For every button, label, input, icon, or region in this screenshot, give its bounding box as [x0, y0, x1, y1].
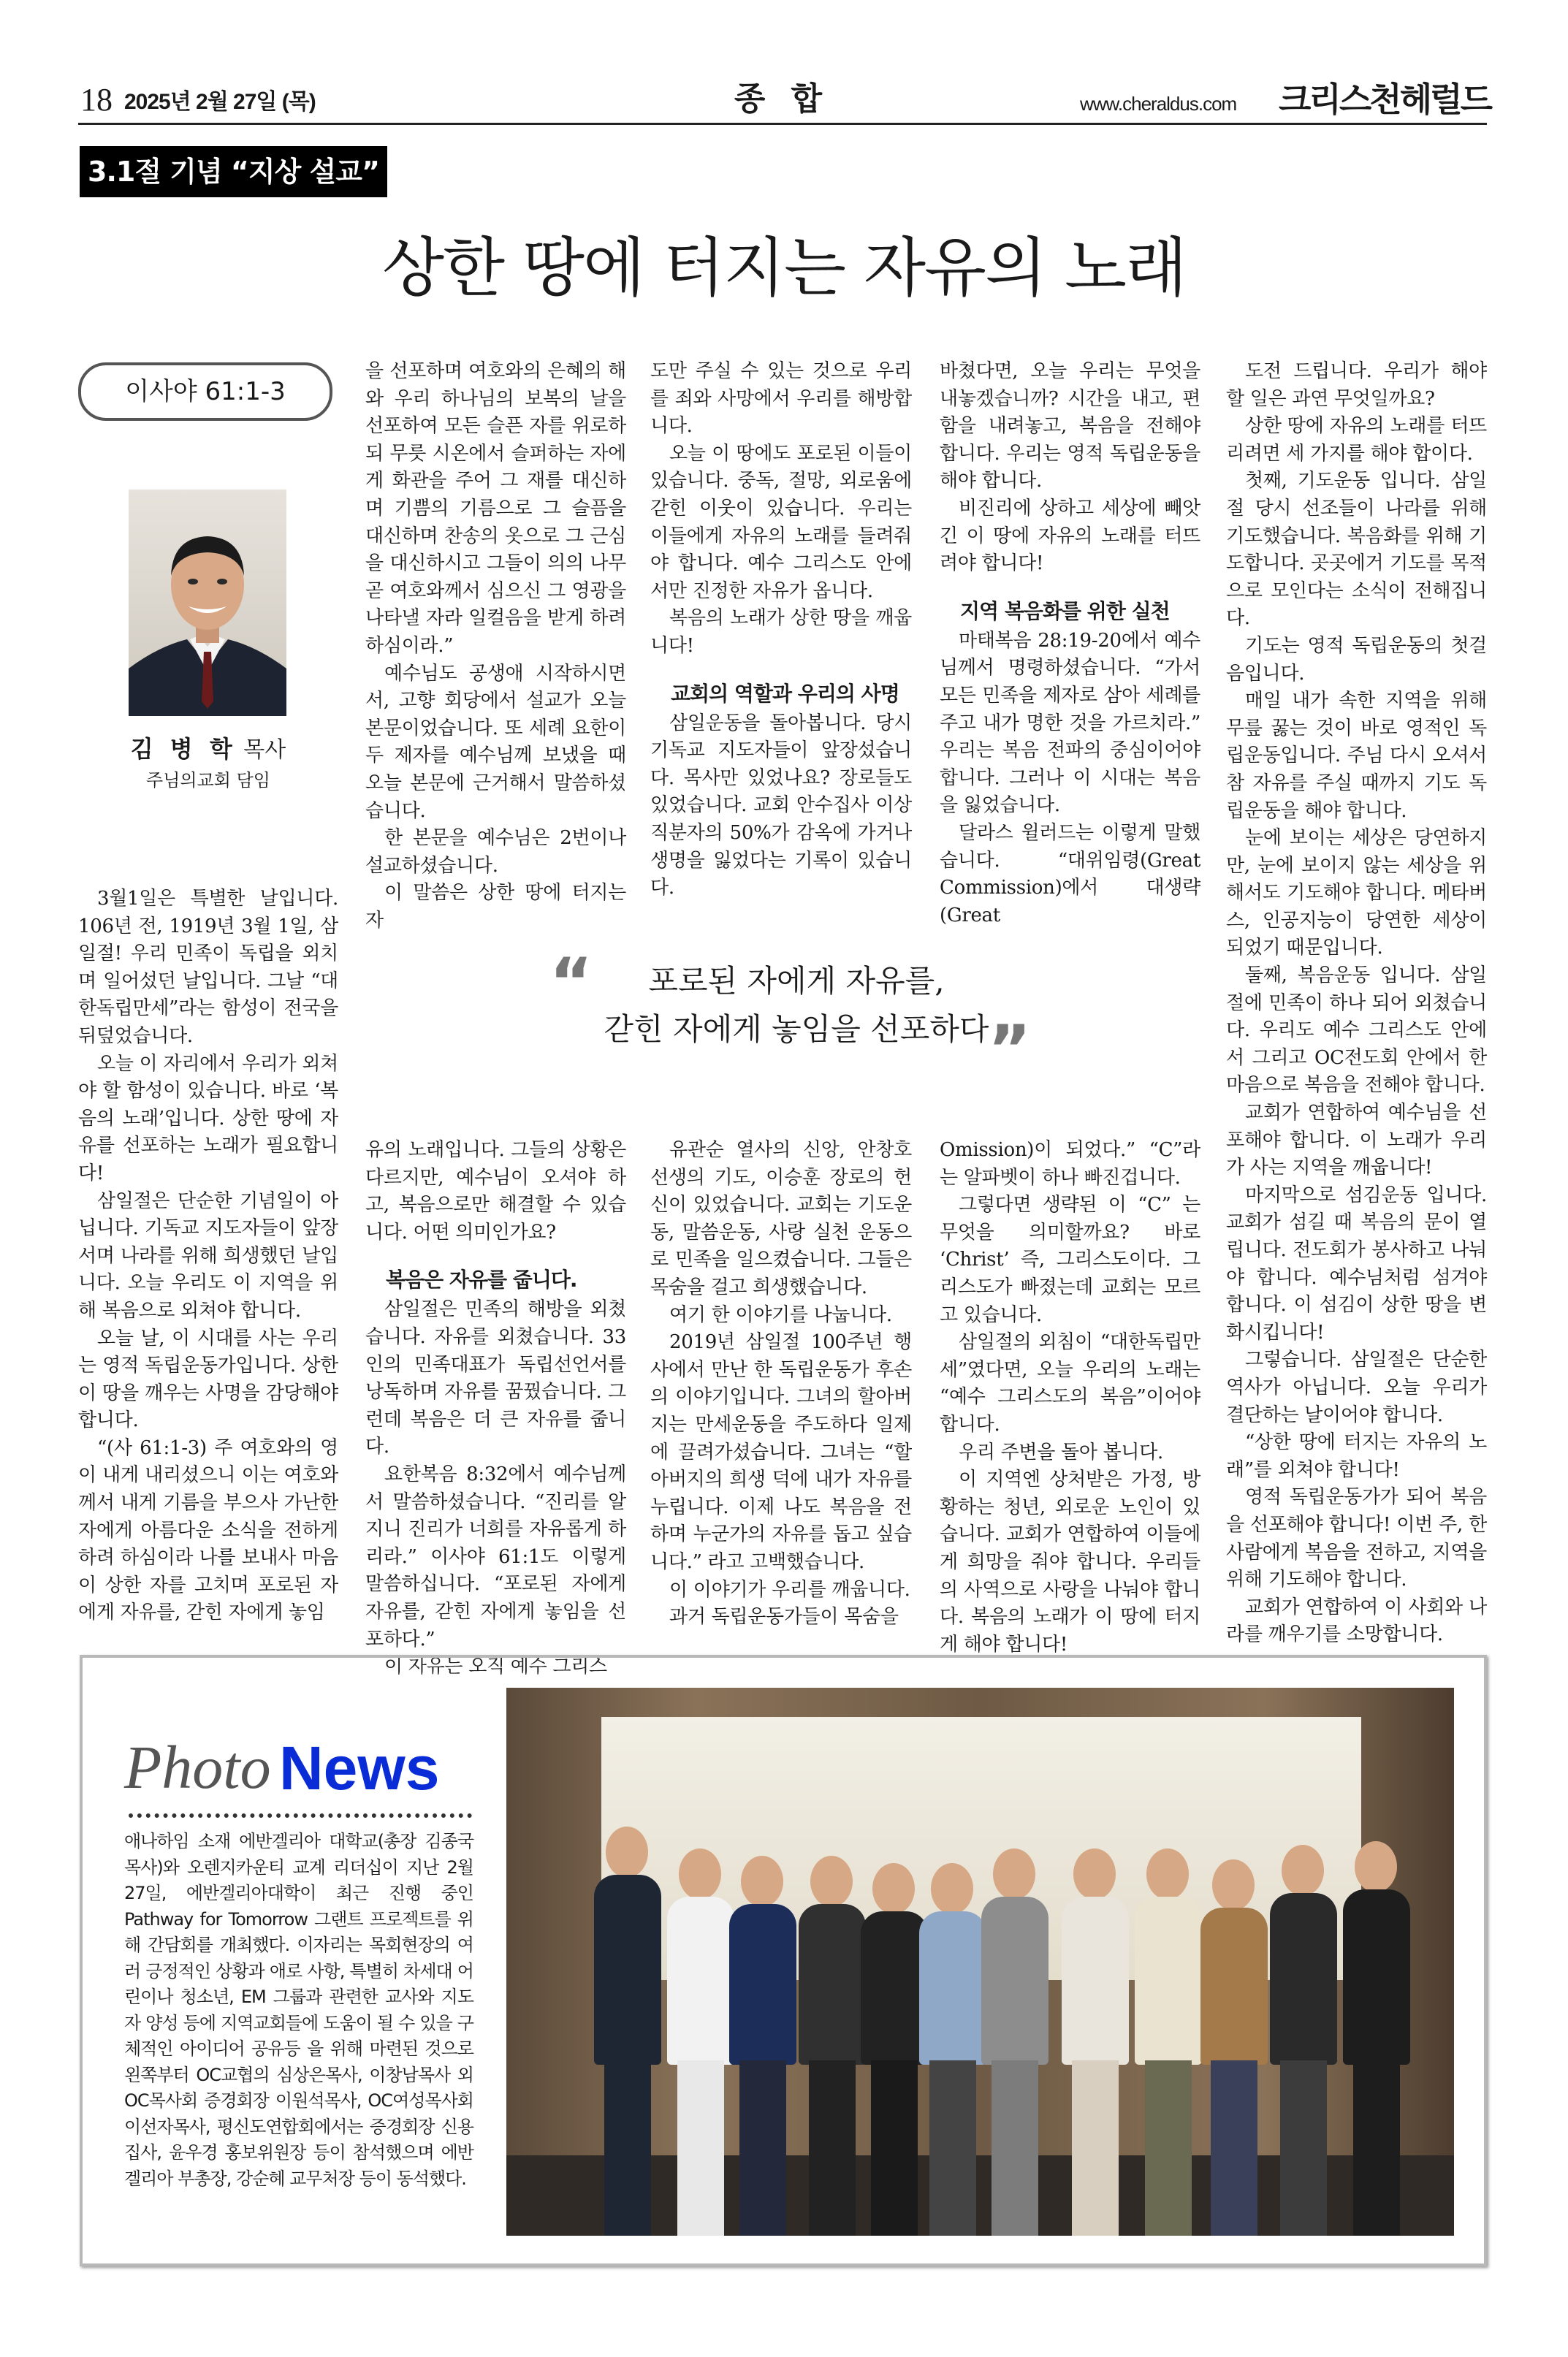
- paragraph: 교회가 연합하여 이 사회와 나라를 깨우기를 소망합니다.: [1226, 1596, 1487, 1646]
- paragraph: 마지막으로 섬김운동 입니다. 교회가 섬길 때 복음의 문이 열립니다. 전도회가 봉사하고 나눠야 합니다. 예수님처럼 섬겨야 합니다. 이 섬김이 상한 땅을 변화시킵니다!: [1226, 1184, 1487, 1344]
- paragraph: 마태복음 28:19-20에서 예수님께서 명령하셨습니다. “가서 모든 민족을 제자로 삼아 세례를 주고 내가 명한 것을 가르치라.” 우리는 복음 전파의 중심이어야 합니다. 그러나 이 시대는 복음을 잃었습니다.: [940, 629, 1200, 817]
- paragraph: 이 지역엔 상처받은 가정, 방황하는 청년, 외로운 노인이 있습니다. 교회가 연합하여 이들에게 희망을 줘야 합니다. 우리들의 사역으로 사랑을 나눠야 합니다. 복음의 노래가 이 땅에 터지게 해야 합니다!: [940, 1469, 1200, 1656]
- issue-date: 2025년 2월 27일 (목): [124, 90, 316, 114]
- paragraph: 과거 독립운동가들이 목숨을: [669, 1606, 899, 1629]
- paragraph: 3월1일은 특별한 날입니다. 106년 전, 1919년 3월 1일, 삼일절! 우리 민족이 독립을 외치며 일어섰던 날입니다. 그날 “대한독립만세”라는 함성이 전국을 뒤덮었습니다.: [78, 888, 338, 1047]
- open-quote-icon: “: [549, 944, 593, 1021]
- paragraph: 매일 내가 속한 지역을 위해 무릎 꿇는 것이 바로 영적인 독립운동입니다. 주님 다시 오셔서 참 자유를 주실 때까지 기도 독립운동을 해야 합니다.: [1226, 690, 1487, 822]
- paragraph: 달라스 윌러드는 이렇게 말했습니다. “대위임령(Great Commission)에서 대생략(Great: [940, 821, 1200, 926]
- paragraph: 바쳤다면, 오늘 우리는 무엇을 내놓겠습니까? 시간을 내고, 편함을 내려놓고, 복음을 전해야 합니다. 우리는 영적 독립운동을 해야 합니다.: [940, 360, 1200, 492]
- paragraph: 2019년 삼일절 100주년 행사에서 만난 한 독립운동가 후손의 이야기입니다. 그녀의 할아버지는 만세운동을 주도하다 일제에 끌려가셨습니다. 그녀는 “할아버지의 희생 덕에 내가 자유를 누립니다. 이제 나도 복음을 전하며 누군가의 자유를 돕고 싶습니다.” 라고 고백했습니다.: [650, 1331, 912, 1573]
- paragraph: 비진리에 상하고 세상에 빼앗긴 이 땅에 자유의 노래를 터뜨려야 합니다!: [940, 497, 1200, 575]
- author-affiliation: 주님의교회 담임: [146, 770, 270, 791]
- paragraph: Omission)이 되었다.” “C”라는 알파벳이 하나 빠진겁니다.: [940, 1139, 1200, 1189]
- paragraph: 영적 독립운동가가 되어 복음을 선포해야 합니다! 이번 주, 한 사람에게 복음을 전하고, 지역을 위해 기도해야 합니다.: [1226, 1486, 1487, 1591]
- paragraph: 을 선포하며 여호와의 은혜의 해와 우리 하나님의 보복의 날을 선포하여 모든 슬픈 자를 위로하되 무릇 시온에서 슬퍼하는 자에게 화관을 주어 그 재를 대신하며 기쁨의 기름으로 그 슬픔을 대신하며 찬송의 옷으로 그 근심을 대신하시고 그들이 의의 나무 곧 여호와께서 심으신 그 영광을 나타낼 자라 일컬음을 받게 하려 하심이라.”: [365, 360, 626, 657]
- paragraph: 이 자유는 오직 예수 그리스: [384, 1656, 607, 1678]
- dotted-divider: [129, 1813, 472, 1818]
- article-column-5: [1226, 358, 1487, 1649]
- paragraph: 유의 노래입니다. 그들의 상황은 다르지만, 예수님이 오셔야 하고, 복음으로만 해결할 수 있습니다. 어떤 의미인가요?: [365, 1139, 626, 1244]
- photo-news-title-news: News: [279, 1734, 440, 1802]
- paragraph: 유관순 열사의 신앙, 안창호 선생의 기도, 이승훈 장로의 헌신이 있었습니다. 교회는 기도운동, 말씀운동, 사랑 실천 운동으로 민족을 일으켰습니다. 그들은 목숨을 걸고 희생했습니다.: [650, 1139, 912, 1298]
- photo-caption: 애나하임 소재 에반겔리아 대학교(총장 김종국 목사)와 오렌지카운티 교계 리더십이 지난 2월 27일, 에반겔리아대학이 최근 진행 중인 Pathway for Tomorrow 그랜트 프로젝트를 위해 간담회를 개최했다. 이자리는 목회현장의 여러 긍정적인 상황과 애로 사항, 특별히 차세대 어린이나 청소년, EM 그룹과 관련한 교사와 지도자 양성 등에 지역교회들에 도움이 될 수 있을 구체적인 아이디어 공유등 을 위해 마련된 것으로 왼쪽부터 OC교협의 심상은목사, 이창남목사 외 OC목사회 증경회장 이원석목사, OC여성목사회 이선자목사, 평신도연합회에서는 증경회장 신용집사, 윤우경 홍보위원장 등이 참석했으며 에반겔리아 부총장, 강순혜 교무처장 등이 동석했다.: [124, 1831, 473, 2189]
- section-name: 종 합: [734, 80, 830, 118]
- page-number: 18: [80, 82, 113, 118]
- close-quote-icon: ”: [988, 1011, 1032, 1088]
- headline: 상한 땅에 터지는 자유의 노래: [382, 230, 1186, 305]
- article-column-1: [78, 886, 338, 1627]
- paragraph: 삼일절은 단순한 기념일이 아닙니다. 기독교 지도자들이 앞장서며 나라를 위해 희생했던 날입니다. 오늘 우리도 이 지역을 위해 복음으로 외쳐야 합니다.: [78, 1189, 338, 1322]
- newspaper-logo: 크리스천헤럴드: [1279, 80, 1491, 119]
- paragraph: 이 이야기가 우리를 깨웁니다.: [669, 1578, 910, 1601]
- paragraph: 둘째, 복음운동 입니다. 삼일절에 민족이 하나 되어 외쳤습니다. 우리도 예수 그리스도 안에서 그리고 OC전도회 안에서 한마음으로 복음을 전해야 합니다.: [1226, 964, 1487, 1097]
- paragraph: 오늘 이 땅에도 포로된 이들이 있습니다. 중독, 절망, 외로움에 갇힌 이웃이 있습니다. 우리는 이들에게 자유의 노래를 들려줘야 합니다. 예수 그리스도 안에서만 진정한 자유가 옵니다.: [650, 442, 912, 602]
- article-column-3-top: [650, 358, 912, 902]
- paragraph: 우리 주변을 돌아 봅니다.: [959, 1441, 1164, 1463]
- paragraph: 그렇습니다. 삼일절은 단순한 역사가 아닙니다. 오늘 우리가 결단하는 날이어야 합니다.: [1226, 1349, 1487, 1426]
- paragraph: 여기 한 이야기를 나눕니다.: [669, 1303, 892, 1326]
- website-link[interactable]: www.cheraldus.com: [1080, 93, 1237, 115]
- subheading: 교회의 역할과 우리의 사명: [671, 681, 899, 706]
- pull-quote: [541, 957, 1052, 1054]
- paragraph: 상한 땅에 자유의 노래를 터뜨리려면 세 가지를 해야 합이다.: [1226, 415, 1487, 465]
- paragraph: 오늘 이 자리에서 우리가 외쳐야 할 함성이 있습니다. 바로 ‘복음의 노래’입니다. 상한 땅에 자유를 선포하는 노래가 필요합니다!: [78, 1052, 338, 1184]
- group-photo: [506, 1688, 1454, 2236]
- paragraph: “상한 땅에 터지는 자유의 노래”를 외쳐야 합니다!: [1226, 1431, 1487, 1481]
- paragraph: 눈에 보이는 세상은 당연하지만, 눈에 보이지 않는 세상을 위해서도 기도해야 합니다. 메타버스, 인공지능이 당연한 세상이 되었기 때문입니다.: [1226, 827, 1487, 959]
- paragraph: 첫째, 기도운동 입니다. 삼일절 당시 선조들이 나라를 위해 기도했습니다. 복음화를 위해 기도합니다. 곳곳에거 기도를 목적으로 모인다는 소식이 전해집니다.: [1226, 470, 1487, 630]
- paragraph: 한 본문을 예수님은 2번이나 설교하셨습니다.: [365, 827, 626, 877]
- paragraph: 교회가 연합하여 예수님을 선포해야 합니다. 이 노래가 우리가 사는 지역을 깨웁니다!: [1226, 1102, 1487, 1179]
- subheading: 지역 복음화를 위한 실천: [960, 598, 1170, 623]
- paragraph: 삼일절의 외침이 “대한독립만세”였다면, 오늘 우리의 노래는 “예수 그리스도의 복음”이어야 합니다.: [940, 1331, 1200, 1436]
- article-column-2-top: [365, 358, 626, 934]
- header-divider: [78, 123, 1487, 125]
- paragraph: 삼일절은 민족의 해방을 외쳤습니다. 자유를 외쳤습니다. 33인의 민족대표가 독립선언서를 낭독하며 자유를 꿈꿨습니다. 그런데 복음은 더 큰 자유를 줍니다.: [365, 1298, 626, 1458]
- article-column-3-bottom: [650, 1137, 912, 1631]
- series-tag: 3.1절 기념 “지상 설교”: [80, 146, 387, 197]
- author-portrait: [129, 490, 286, 716]
- paragraph: 요한복음 8:32에서 예수님께서 말씀하셨습니다. “진리를 알지니 진리가 너희를 자유롭게 하리라.” 이사야 61:1도 이렇게 말씀하십니다. “포로된 자에게 자유를, 갇힌 자에게 놓임을 선포하다.”: [365, 1463, 626, 1650]
- paragraph: 복음의 노래가 상한 땅을 깨웁니다!: [650, 607, 912, 657]
- paragraph: 도만 주실 수 있는 것으로 우리를 죄와 사망에서 우리를 해방합니다.: [650, 360, 912, 438]
- scripture-reference: 이사야 61:1-3: [78, 362, 332, 421]
- article-column-4-top: [940, 358, 1200, 929]
- photo-news-title-photo: Photo: [124, 1734, 271, 1802]
- paragraph: 도전 드립니다. 우리가 해야 할 일은 과연 무엇일까요?: [1226, 360, 1487, 410]
- author-name: 김 병 학 목사: [130, 735, 286, 763]
- paragraph: 그렇다면 생략된 이 “C” 는 무엇을 의미할까요? 바로 ‘Christ’ 즉, 그리스도이다. 그리스도가 빠졌는데 교회는 모르고 있습니다.: [940, 1194, 1200, 1326]
- pull-quote-line-2: 갇힌 자에게 놓임을 선포하다: [604, 1011, 989, 1047]
- article-column-2-bottom: [365, 1137, 626, 1681]
- paragraph: 예수님도 공생애 시작하시면서, 고향 회당에서 설교가 오늘 본문이었습니다. 또 세례 요한이 두 제자를 예수님께 보냈을 때 오늘 본문에 근거해서 말씀하셨습니다.: [365, 662, 626, 822]
- pull-quote-line-1: 포로된 자에게 자유를,: [648, 963, 945, 999]
- subheading: 복음은 자유를 줍니다.: [386, 1268, 577, 1292]
- paragraph: 삼일운동을 돌아봅니다. 당시 기독교 지도자들이 앞장섰습니다. 목사만 있었나요? 장로들도 있었습니다. 교회 안수집사 이상 직분자의 50%가 감옥에 가거나 생명을 잃었다는 기록이 있습니다.: [650, 712, 912, 899]
- paragraph: 이 말씀은 상한 땅에 터지는 자: [365, 882, 626, 932]
- paragraph: 기도는 영적 독립운동의 첫걸음입니다.: [1226, 634, 1487, 685]
- paragraph: 오늘 날, 이 시대를 사는 우리는 영적 독립운동가입니다. 상한 이 땅을 깨우는 사명을 감당해야 합니다.: [78, 1327, 338, 1432]
- article-column-4-bottom: [940, 1137, 1200, 1659]
- paragraph: “(사 61:1-3) 주 여호와의 영이 내게 내리셨으니 이는 여호와께서 내게 기름을 부으사 가난한 자에게 아름다운 소식을 전하게 하려 하심이라 나를 보내사 마음이 상한 자를 고치며 포로된 자에게 자유를, 갇힌 자에게 놓임: [78, 1436, 338, 1624]
